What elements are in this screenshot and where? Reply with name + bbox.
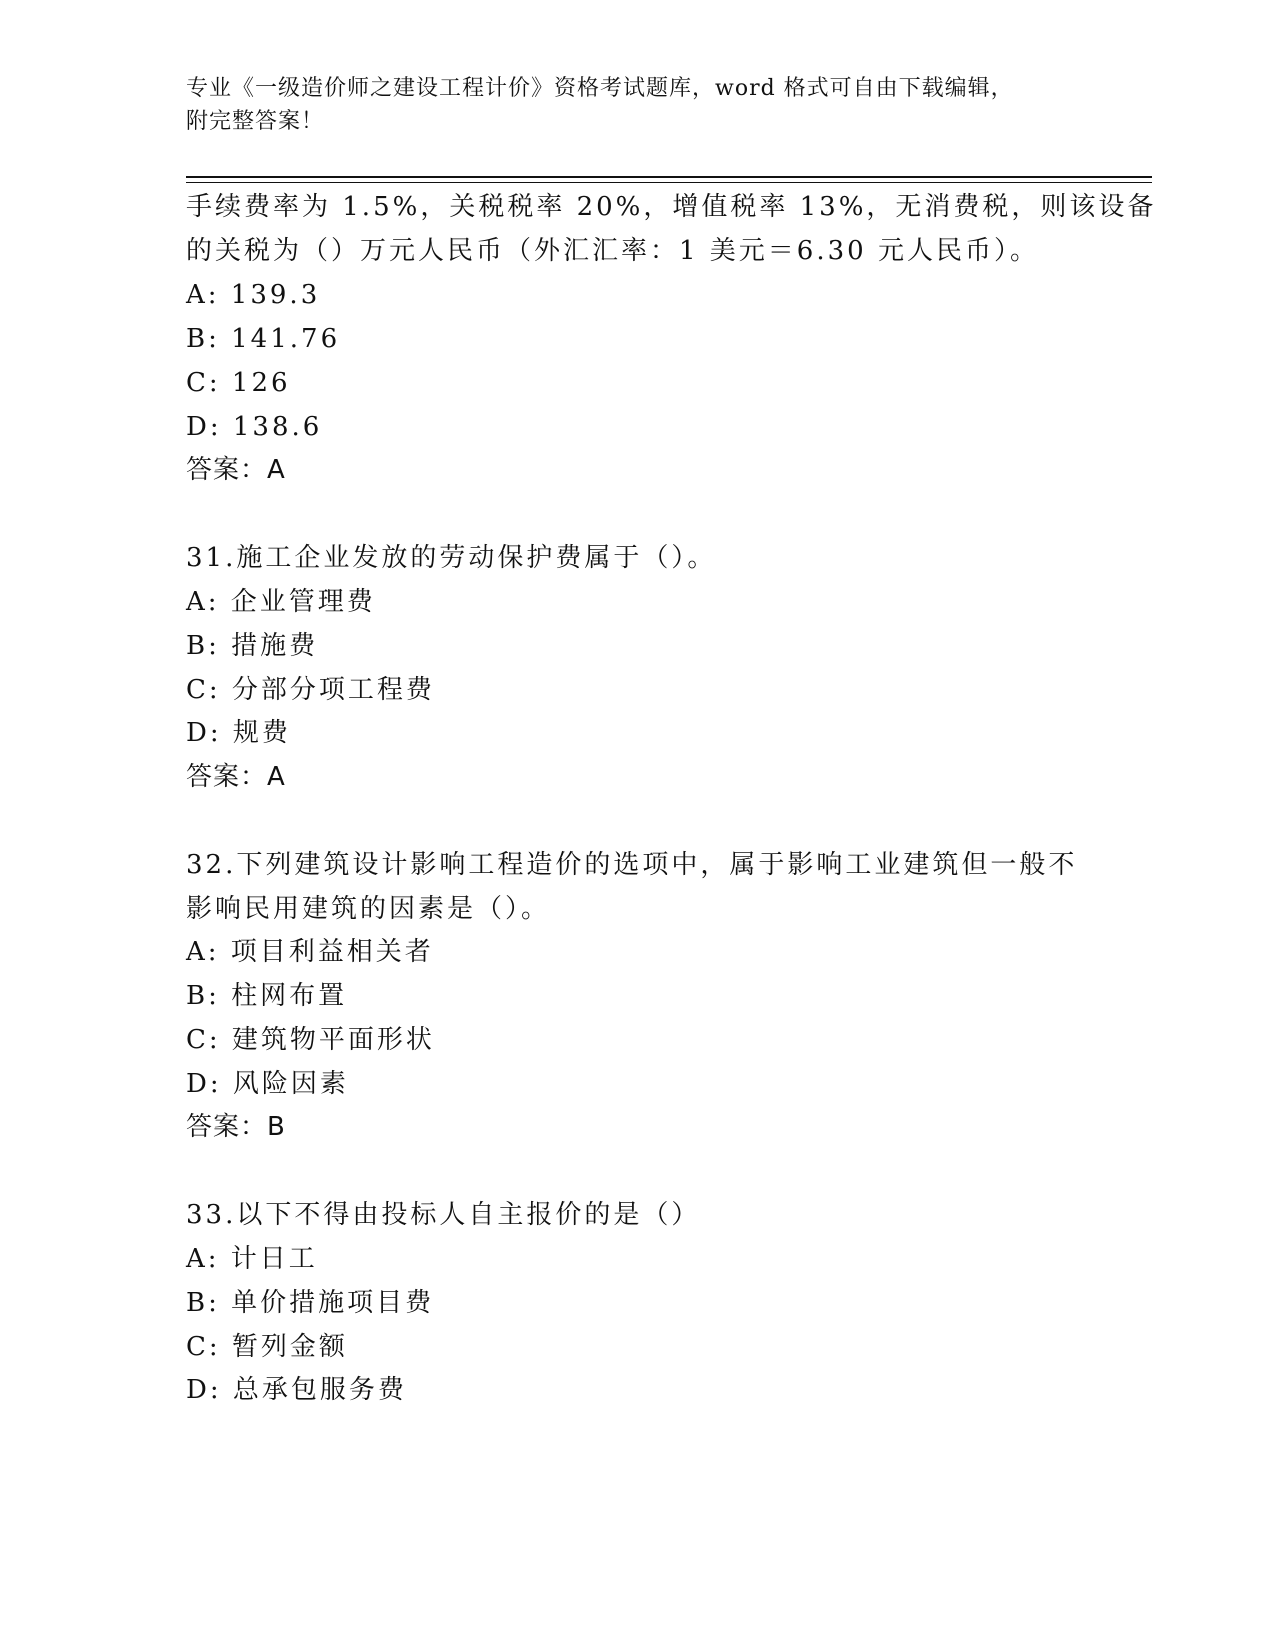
q31-option-d: D: 规费 (186, 718, 291, 748)
q33-option-b: B: 单价措施项目费 (186, 1288, 435, 1318)
q32-option-a: A: 项目利益相关者 (186, 937, 434, 967)
q30-option-d: D: 138.6 (186, 412, 323, 442)
q33-option-c: C: 暂列金额 (186, 1332, 348, 1362)
q33-option-a: A: 计日工 (186, 1244, 318, 1274)
q31-stem: 31.施工企业发放的劳动保护费属于（）。 (186, 543, 717, 573)
q30-option-b: B: 141.76 (186, 324, 341, 354)
header-divider-thick (186, 176, 1152, 178)
q32-option-b: B: 柱网布置 (186, 981, 348, 1011)
q32-answer: 答案：B (186, 1112, 286, 1142)
q32-option-c: C: 建筑物平面形状 (186, 1025, 435, 1055)
q31-option-c: C: 分部分项工程费 (186, 675, 435, 705)
q30-option-c: C: 126 (186, 368, 291, 398)
header-line-2: 附完整答案！ (186, 109, 325, 134)
q32-option-d: D: 风险因素 (186, 1069, 349, 1099)
q31-option-a: A: 企业管理费 (186, 587, 376, 617)
q30-option-a: A: 139.3 (186, 280, 321, 310)
q32-stem-line-1: 32.下列建筑设计影响工程造价的选项中，属于影响工业建筑但一般不 (186, 850, 1078, 880)
q33-stem: 33.以下不得由投标人自主报价的是（） (186, 1200, 701, 1230)
header-line-1: 专业《一级造价师之建设工程计价》资格考试题库，word 格式可自由下载编辑， (186, 76, 1014, 101)
q31-answer: 答案：A (186, 762, 286, 792)
q32-stem-line-2: 影响民用建筑的因素是（）。 (186, 894, 551, 924)
q33-option-d: D: 总承包服务费 (186, 1375, 407, 1405)
q30-answer: 答案：A (186, 455, 286, 485)
q30-stem-line-2: 的关税为（）万元人民币（外汇汇率：1 美元＝6.30 元人民币）。 (186, 236, 1039, 266)
q30-stem-line-1: 手续费率为 1.5%，关税税率 20%，增值税率 13%，无消费税，则该设备 (186, 192, 1157, 222)
document-header (186, 72, 1086, 138)
q31-option-b: B: 措施费 (186, 631, 319, 661)
header-divider-thin (186, 182, 1152, 183)
